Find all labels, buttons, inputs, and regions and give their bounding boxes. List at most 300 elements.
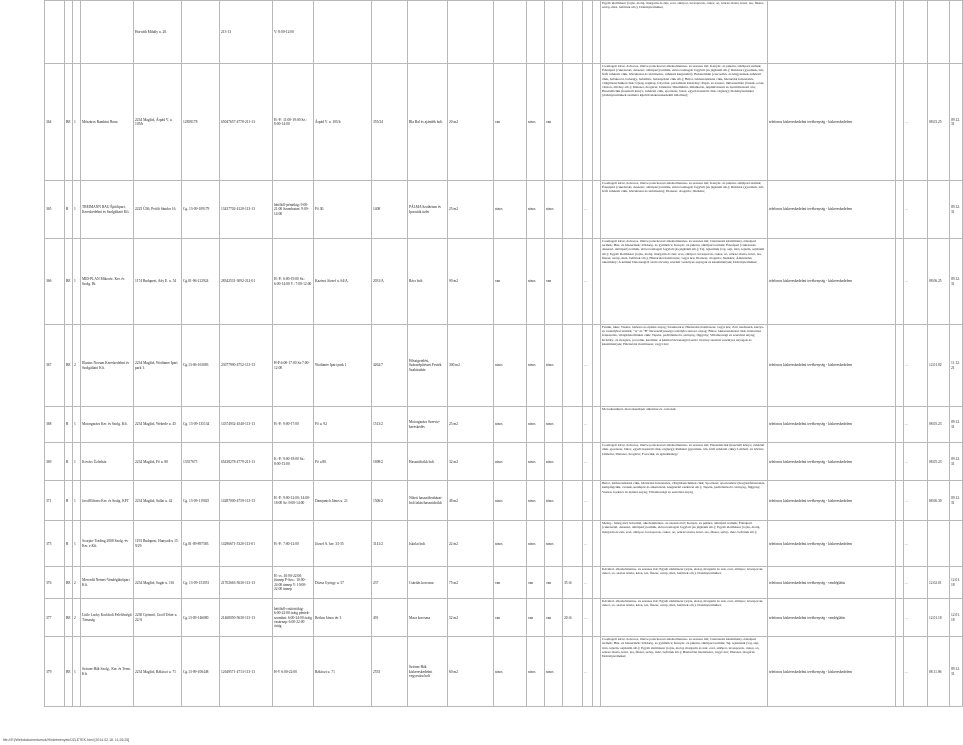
table-cell: 90 m2 xyxy=(448,239,494,325)
table-cell: Kovács Üzletház xyxy=(81,443,134,481)
table-cell: Bethos János tér 3 xyxy=(314,599,372,637)
table-cell: nincs xyxy=(545,521,563,567)
table-cell xyxy=(593,325,601,407)
table-cell xyxy=(314,1,372,64)
table-row xyxy=(45,64,963,181)
table-cell: H.-P.: 6:00-19:00 Sz.: 6:00-14:00 V.: 7:00-12:00 xyxy=(273,239,314,325)
table-cell: Bútor, lakberendezési cikk, háztartási felszerelés, világítástechnikai cikk; Sportszer, sporteszköz (horgászfelszerelés, kempingcikk, csónak, kerékpár és alkatrészei, kiegészítő eszközei stb.); Tapéta, padlóburkoló, szőnyeg, függöny; Vasáru, barkács és építési anyag; Villamossági és szerelési anyag xyxy=(601,481,768,521)
table-cell: BE xyxy=(65,64,73,181)
table-cell: Nőteti használtruházat-bolt lakás/használtcikk xyxy=(408,481,448,521)
table-cell: 379 xyxy=(45,637,65,707)
table-cell: ... xyxy=(904,637,928,707)
table-cell: R xyxy=(65,407,73,443)
table-cell: 1 xyxy=(73,64,81,181)
table-cell: Motorgarázs Ker. és Szolg. Kft. xyxy=(81,407,134,443)
table-row xyxy=(45,1,963,64)
table-cell: 13557675 xyxy=(182,443,220,481)
table-cell: 376 xyxy=(45,567,65,599)
table-cell: van xyxy=(494,64,527,181)
table-cell: 2230 Gyömrő, Groff Tebér u. 22/A xyxy=(134,599,182,637)
table-cell: H-P:6:00-17:00 Sz:7:00-12:00 xyxy=(273,325,314,407)
table-cell: telefonos kiskereskedelmi tevékenység - kiskereskedelem xyxy=(768,239,896,325)
table-cell: ... xyxy=(583,407,593,443)
table-cell xyxy=(593,443,601,481)
table-row xyxy=(45,325,963,407)
table-cell: Wodianer Ipari park 1 xyxy=(314,325,372,407)
table-cell: 364 xyxy=(45,64,65,181)
table-cell xyxy=(527,1,545,64)
table-cell: 1 xyxy=(73,407,81,443)
table-cell: 14374932-4540-113-13 xyxy=(220,407,273,443)
table-cell: van xyxy=(545,567,563,599)
table-cell: Csárdás korcsma xyxy=(408,567,448,599)
table-cell: Fő u. 92 xyxy=(314,407,372,443)
table-cell: 08.06.30 xyxy=(928,481,950,521)
table-cell: nincs xyxy=(527,637,545,707)
table-row xyxy=(45,567,963,599)
table-cell: nincs xyxy=(545,481,563,521)
table-cell xyxy=(545,1,563,64)
table-cell: Cg.13-09-106448 xyxy=(182,637,220,707)
table-row xyxy=(45,407,963,443)
table-cell: 08.11.06 xyxy=(928,637,950,707)
table-cell: R xyxy=(65,181,73,239)
table-cell xyxy=(583,64,593,181)
table-cell: nincs xyxy=(494,181,527,239)
table-cell: 20 fő xyxy=(563,599,583,637)
table-cell: ... xyxy=(904,181,928,239)
table-cell: 4262/7 xyxy=(372,325,408,407)
table-cell: 23077990-4752-113-13 xyxy=(220,325,273,407)
table-cell xyxy=(563,239,583,325)
table-cell xyxy=(950,1,963,64)
table-cell: nincs xyxy=(527,64,545,181)
table-cell: 2234 Maglód, Árpád V. u. 105/b xyxy=(134,64,182,181)
table-cell: K.-P.: 9:00-18:00 Sz.: 8:00-13:00 xyxy=(273,443,314,481)
table-cell: R xyxy=(65,481,73,521)
table-cell: nincs xyxy=(545,407,563,443)
table-cell xyxy=(896,1,904,64)
table-cell xyxy=(896,325,904,407)
table-cell: ... xyxy=(583,567,593,599)
table-cell: 375 xyxy=(45,521,65,567)
table-cell: Bla Bal és ajándék bolt xyxy=(408,64,448,181)
table-cell: 12.01.18 xyxy=(928,599,950,637)
table-cell xyxy=(593,239,601,325)
table-cell: ... xyxy=(583,239,593,325)
table-cell: BE xyxy=(65,239,73,325)
table-cell xyxy=(563,521,583,567)
table-cell: Használtcikk bolt xyxy=(408,443,448,481)
table-cell: 377 xyxy=(45,599,65,637)
table-cell: ... xyxy=(583,325,593,407)
table-cell: Cg.13-09-146080 xyxy=(182,599,220,637)
table-cell: Cg.01-09-897583 xyxy=(182,521,220,567)
table-cell: Csomagolt kávé, dobozos, illetve palackozott alkoholmentes- és szeszes ital; Kenyér- és pékáru, sütőipari termék; Édesipari (cukrászati, desszert, sütőipari) termék, előrecsomagolt fagylalt (és jégkrém stb.); Ruházat (gyermek, női, férfi ruházati cikk, bőrruházat és szőrmeáru, ruházati kiegészítő); Babatermék (csecsemő- és kisgyermek-ruházati cikk, babakocsi, babaágy, babaülés, babaápolási cikk stb.); Bútor, lakberendezési cikk, háztartási felszerelés, világítástechnikai cikk; Újság, napilap, folyóirat, periodikus kiadvány; Papír- és írószer, művészellátó (festék, ecset, vászon, állvány stb.); Illatszer, drogéria; Játékáru; Díszműáru, műalkotás, népművészeti és iparművészeti áru; Használtcikk (használt könyv, ruházati cikk, sportszer, bútor, egyéb használt cikk, régiség); Dohányterméket (dohánytermékek számára kijelölt kiskereskedelmi üzletben); xyxy=(601,64,768,181)
table-cell xyxy=(950,521,963,567)
table-cell: 12649571-4713-113-13 xyxy=(220,637,273,707)
table-cell: V: 8:00-12:00 xyxy=(273,1,314,64)
table-cell xyxy=(408,1,448,64)
table-cell xyxy=(896,181,904,239)
table-cell: telefonos kiskereskedelmi tevékenység - kiskereskedelem xyxy=(768,443,896,481)
shop-register-table xyxy=(44,0,963,707)
table-cell: 12.01.02 xyxy=(928,325,950,407)
table-cell: 25 m2 xyxy=(448,181,494,239)
table-cell: MID-PLAN Mikroéz. Ker. és Szolg. Bt. xyxy=(81,239,134,325)
table-cell: ... xyxy=(583,443,593,481)
table-cell: 60 m2 xyxy=(448,637,494,707)
table-cell: nincs xyxy=(527,181,545,239)
table-cell: ... xyxy=(583,637,593,707)
table-cell: 3141/2 xyxy=(372,521,408,567)
table-cell: 2234 Maglód, Wodianer Ipari park 1. xyxy=(134,325,182,407)
table-cell: Árpád V. u. 105/b xyxy=(314,64,372,181)
table-cell: BE xyxy=(65,567,73,599)
table-cell: H.-P.: 11:00-19:00 Sz.: 8:00-14:00 xyxy=(273,64,314,181)
table-cell: Szirom-Hák Szolg., Ker. és Term. Kft. xyxy=(81,637,134,707)
table-cell: 367 xyxy=(45,325,65,407)
table-cell xyxy=(593,181,601,239)
table-cell: 35 fő xyxy=(563,567,583,599)
table-cell: nincs xyxy=(494,481,527,521)
table-cell: ... xyxy=(583,521,593,567)
table-cell: Meleg-, hideg étel; Kávéital, alkoholmentes- és szeszes ital; Kenyér- és pékáru, sütőipari termék; Édesipari (cukrászati, desszert, sütőipari) termék, előrecsomagolt fagylalt (és jégkrém stb.); Egyéb élelmiszer (tojás, étolaj, margarin és zsír, ecet, sütőpor, levesporok, cukor, só, száraz tészta, kávé, tea, fűszer, szörp, méz, befőttek stb.); xyxy=(601,521,768,567)
table-cell: 14287000-4759-113-13 xyxy=(220,481,273,521)
table-cell: BE xyxy=(65,599,73,637)
table-cell: van xyxy=(545,239,563,325)
table-cell: BE xyxy=(65,637,73,707)
table-cell: József A. ker. 33-35 xyxy=(314,521,372,567)
table-cell: Mercedű Nemes-Vendéglátóipari Kft. xyxy=(81,567,134,599)
table-cell: telefonos kiskereskedelmi tevékenység - vendéglátás xyxy=(768,567,896,599)
table-cell: Cg. 13-09-119025 xyxy=(182,481,220,521)
table-cell xyxy=(593,64,601,181)
table-cell: telefonos kiskereskedelmi tevékenység - kiskereskedelem xyxy=(768,637,896,707)
table-cell xyxy=(593,481,601,521)
table-cell: Rács bolt xyxy=(408,239,448,325)
table-cell: 20 m2 xyxy=(448,64,494,181)
table-row xyxy=(45,239,963,325)
table-row xyxy=(45,443,963,481)
table-cell: Cg.01-06-212924 xyxy=(182,239,220,325)
table-cell: Iskolai bolt xyxy=(408,521,448,567)
table-cell: van xyxy=(545,599,563,637)
table-cell: ... xyxy=(904,481,928,521)
table-cell xyxy=(896,443,904,481)
table-row xyxy=(45,181,963,239)
table-cell xyxy=(593,567,601,599)
table-cell xyxy=(928,521,950,567)
table-cell xyxy=(904,1,928,64)
table-cell xyxy=(563,64,583,181)
table-cell: Hőszigetelési, Szárazépítészet Festék Szakáruház xyxy=(408,325,448,407)
table-cell: 12858178 xyxy=(182,64,220,181)
table-cell: Kávéital, alkoholmentes- és szeszes ital; Egyéb élelmiszer (tojás, étolaj, margarin és zsír, ecet, sütőpor, levesporok, cukor, só, száraz tészta, kávé, tea, fűszer, szörp, méz, befőttek stb.); Dohányterméket; xyxy=(601,599,768,637)
table-cell: 1 xyxy=(73,443,81,481)
table-cell: 1 xyxy=(73,481,81,521)
table-cell: ... xyxy=(904,599,928,637)
table-cell: 1 xyxy=(73,181,81,239)
table-cell xyxy=(593,599,601,637)
table-cell: Cg.13-06-163083 xyxy=(182,325,220,407)
table-cell: 1 xyxy=(73,637,81,707)
table-cell xyxy=(896,567,904,599)
table-cell: Horváth Mihály u. 20. xyxy=(134,1,182,64)
table-cell: hétfőtől-csütörtökig: 6:00-22:00 óráig péntek-szombat: 6:00-24:00 óráig vasárnap: 6:00-22:00 óráig xyxy=(273,599,314,637)
table-row xyxy=(45,521,963,567)
table-cell: 300 m2 xyxy=(448,325,494,407)
table-cell: R xyxy=(65,521,73,567)
table-cell xyxy=(372,1,408,64)
table-cell xyxy=(593,521,601,567)
table-cell: 355/24 xyxy=(372,64,408,181)
table-cell: ... xyxy=(583,599,593,637)
table-cell: nincs xyxy=(494,637,527,707)
table-cell xyxy=(896,407,904,443)
table-cell xyxy=(563,181,583,239)
table-cell: telefonos kiskereskedelmi tevékenység - kiskereskedelem xyxy=(768,325,896,407)
table-cell: 09.12.31 xyxy=(950,443,963,481)
table-cell: ... xyxy=(904,567,928,599)
page-footer-url: file:///E|/Webdokumentumok/Hirdetmények/ÜZLETEK.html [2014.02.18. 11:26:25] xyxy=(3,738,130,742)
table-cell xyxy=(583,1,593,64)
table-cell: ... xyxy=(583,181,593,239)
table-cell: Mészáros Bambini Bona xyxy=(81,64,134,181)
table-cell: Cg. 13-09-109179 xyxy=(182,181,220,239)
table-cell: 48 m2 xyxy=(448,481,494,521)
table-cell: van xyxy=(545,64,563,181)
table-cell: 21468050-5630-113-13 xyxy=(220,599,273,637)
table-cell: Fő u 80. xyxy=(314,443,372,481)
table-cell: ... xyxy=(904,239,928,325)
table-cell xyxy=(563,481,583,521)
table-cell: 491 xyxy=(372,599,408,637)
table-cell: telefonos kiskereskedelmi tevékenység - kiskereskedelem xyxy=(768,521,896,567)
table-cell: Damjanich János u. 21 xyxy=(314,481,372,521)
table-cell: hétfőtől-péntekig: 9:00-21:00 Szombaton: 9:00-14:00 xyxy=(273,181,314,239)
table-cell: 09.12.31 xyxy=(950,181,963,239)
table-row xyxy=(45,599,963,637)
table-cell: Csomagolt kávé, dobozos, illetve palackozott alkoholmentes- és szeszes ital; Cukrászati készítmény, édesipari termék; Hús- és hústermék; Zöldség- és gyümölcs; Kenyér- és pékáru, sütőipari termék; Édesipari (cukrászati, desszert, sütőipari) termék, előrecsomagolt fagylalt (és jégkrém stb.); Tej, tejtermék (vaj, sajt, túró, tejszín, sajtkrém stb.); Egyéb élelmiszer (tojás, étolaj, margarin és zsír, ecet, sütőpor, levesporok, cukor, só, száraz tészta, kávé, tea, fűszer, szörp, méz, befőttek stb.); Háztartási tisztítószer, vegyi áru; Illatszer, drogéria; Játékáru; Állateledel, takarmány; A kémiai biztonságról szóló törvény szerinti veszélyes anyagok és készítmények; Dohányterméket; xyxy=(601,239,768,325)
table-cell: 371 xyxy=(45,481,65,521)
table-cell xyxy=(65,1,73,64)
table-cell: nincs xyxy=(527,239,545,325)
table-cell: H.-cs.:10:00-22:00; (ünnep P-Szo.: 10:00-24:00 ünnep V: 10:00-22:00 ünnep xyxy=(273,567,314,599)
table-cell: Little Lucky Korlátolt Felelősségű Társaság xyxy=(81,599,134,637)
table-cell: nincs xyxy=(545,443,563,481)
table-cell: nincs xyxy=(494,407,527,443)
table-cell: nincs xyxy=(527,481,545,521)
table-cell xyxy=(448,1,494,64)
table-cell: Egyéb élelmiszer (tojás, étolaj, margarin és zsír, ecet, sütőpor, levesporok, cukor, só, száraz tészta, kávé, tea, fűszer, szörp, méz, befőttek stb.); Dohányterméket; xyxy=(601,1,768,64)
table-cell: Szirom-Hák kiskereskedelmi vegyesáru bolt xyxy=(408,637,448,707)
table-cell: Cg. 13-09-153051 xyxy=(182,567,220,599)
table-cell: 09.12.31 xyxy=(950,407,963,443)
table-cell: Scorpio-Trading 2008 Szolg.-és Ker. e.Kft. xyxy=(81,521,134,567)
table-cell: 2234 Maglód, Sallai u. 42 xyxy=(134,481,182,521)
table-cell: 2234 Maglód, Rákóczi u. 71 xyxy=(134,637,182,707)
table-cell xyxy=(928,1,950,64)
table-cell: 12.01.18 xyxy=(950,567,963,599)
table-cell: 1193 Budapest, Hunyadi u 15. 9/29. xyxy=(134,521,182,567)
table-cell: Csomagolt kávé, dobozos, illetve palackozott alkoholmentes- és szeszes ital; Használtcikk (használt könyv, ruházati cikk, sportszer, bútor, egyéb használt cikk, régiség); Ruházat (gyermek, női, férfi ruházati cikk); Lábbeli- és bőráru; Játékáru; Illatszer, drogéria; Fotocikk, és ajándéktárgy xyxy=(601,443,768,481)
table-cell: 14296671-5320-113-01 xyxy=(220,521,273,567)
table-cell: telefonos kiskereskedelmi tevékenység - kiskereskedelem xyxy=(768,64,896,181)
table-row xyxy=(45,481,963,521)
table-cell: 13437702-4120-113-13 xyxy=(220,181,273,239)
table-cell: ... xyxy=(904,325,928,407)
table-cell: PÁLMA Szolárium és Ipacuták üzlet xyxy=(408,181,448,239)
table-cell xyxy=(593,1,601,64)
table-cell xyxy=(593,637,601,707)
table-cell: 1506/2 xyxy=(372,481,408,521)
table-cell: 11.12.21 xyxy=(950,325,963,407)
table-cell: Rákóczi u. 71 xyxy=(314,637,372,707)
table-cell xyxy=(45,1,65,64)
table-cell: 2553 xyxy=(372,637,408,707)
table-cell: van xyxy=(527,599,545,637)
table-cell: 75 m2 xyxy=(448,567,494,599)
table-cell: 213-13 xyxy=(220,1,273,64)
table-cell: 65047657-4778-211-13 xyxy=(220,64,273,181)
table-cell: R xyxy=(65,443,73,481)
table-cell: H.-P.: 9:00-12:00; 14:00-18:00 Sz.:9:00-14:00 xyxy=(273,481,314,521)
table-cell: 28342531-3092-212-01 xyxy=(220,239,273,325)
table-cell xyxy=(896,64,904,181)
table-cell: van xyxy=(527,567,545,599)
table-cell xyxy=(73,1,81,64)
table-cell xyxy=(896,239,904,325)
table-cell: telefonos kiskereskedelmi tevékenység - kiskereskedelem xyxy=(768,407,896,443)
table-cell: telefonos kiskereskedelmi tevékenység - kiskereskedelem xyxy=(768,181,896,239)
table-cell xyxy=(928,181,950,239)
table-cell: nincs xyxy=(527,443,545,481)
table-cell: 08.06.25 xyxy=(928,239,950,325)
table-cell: Motorgarázs Szerviz-kereskedés xyxy=(408,407,448,443)
table-cell: 2031/A xyxy=(372,239,408,325)
table-cell xyxy=(896,599,904,637)
table-cell: nincs xyxy=(527,521,545,567)
table-cell: nincs xyxy=(527,407,545,443)
table-cell: H.-P.: 7:00-12:00 xyxy=(273,521,314,567)
table-cell: van xyxy=(494,239,527,325)
table-cell: H-V 6:00-22:00 xyxy=(273,637,314,707)
table-cell: ... xyxy=(904,443,928,481)
table-cell: Fő 30. xyxy=(314,181,372,239)
table-cell: Cg. 13-09-135134 xyxy=(182,407,220,443)
table-cell: van xyxy=(494,599,527,637)
table-cell: 1 xyxy=(73,521,81,567)
table-cell: BE xyxy=(65,325,73,407)
table-cell: Illustus Novum Kereskedelmi és Szolgáltató Kft. xyxy=(81,325,134,407)
table-cell: Maca korcsma xyxy=(408,599,448,637)
table-cell: Kazinci József u. 64/A. xyxy=(314,239,372,325)
table-cell: 2234 Maglód, Fő u. 80 xyxy=(134,443,182,481)
table-cell: ... xyxy=(904,64,928,181)
table-cell: 08.05.23 xyxy=(928,407,950,443)
table-cell: 1 xyxy=(73,239,81,325)
table-cell: 32 m2 xyxy=(448,443,494,481)
table-cell: 368 xyxy=(45,407,65,443)
table-cell: ... xyxy=(904,521,928,567)
table-cell: 2 xyxy=(73,599,81,637)
table-cell: 366 xyxy=(45,239,65,325)
table-cell: 1174 Budapest, Ady E. u. 54 xyxy=(134,239,182,325)
table-cell xyxy=(563,407,583,443)
table-cell: 08.03.25 xyxy=(928,64,950,181)
table-cell: 21702663-5630-113-13 xyxy=(220,567,273,599)
table-cell: 369 xyxy=(45,443,65,481)
table-cell: Festék, lakk; Vasáru, barkács és építési anyag; Szaniteráru; Háztartási tisztítószer, vegyi áru; Zárt rendszerű, kártya- és vaskályhai termék; "A" és "B" tűzveszélyességi osztályba tartozó anyag; Bútor, lakberendezési cikk, háztartási felszerelés, világítástechnikai cikk; Tapéta, padlóburkoló, szőnyeg, függöny; Villamossági és szerelési anyag; Kristály- és üvegáru, porcelán, kerámia; A kémiai biztonságról szóló törvény szerinti veszélyes anyagok és készítmények; Háztartási tisztítószer, vegyi áru; xyxy=(601,325,768,407)
table-cell: 09.12.31 xyxy=(950,637,963,707)
table-cell: 22 m2 xyxy=(448,521,494,567)
table-cell: 1698/2 xyxy=(372,443,408,481)
table-cell: telefonos kiskereskedelmi tevékenység - kiskereskedelem xyxy=(768,481,896,521)
table-cell xyxy=(563,637,583,707)
table-cell: Kávéital, alkoholmentes- és szeszes ital; Egyéb élelmiszer (tojás, étolaj, margarin és zsír, ecet, sütőpor, levesporok, cukor, só, száraz tészta, kávé, tea, fűszer, szörp, méz, befőttek stb.); Dohányterméket; xyxy=(601,567,768,599)
table-cell xyxy=(182,1,220,64)
table-cell: Csomagolt kávé, dobozos, illetve palackozott alkoholmentes- és szeszes ital; Cukrászati készítmény, édesipari termék; Hús- és hústermék; Zöldség- és gyümölcs; Kenyér- és pékáru, sütőipari termék; Tej, tejtermék (vaj, sajt, túró, tejszín, sajtkrém stb.); Egyéb élelmiszer (tojás, étolaj, margarin és zsír, ecet, sütőpor, levesporok, cukor, só, száraz tészta, kávé, tea, fűszer, szörp, méz, befőttek stb.); Háztartási tisztítószer, vegyi áru; Illatszer, drogéria; Dohányterméket; xyxy=(601,637,768,707)
table-cell: 1513/2 xyxy=(372,407,408,443)
table-cell: 2 xyxy=(73,325,81,407)
table-cell: JacoMilvaeo Ker. és Szolg. KFT xyxy=(81,481,134,521)
table-cell: 12.02.01 xyxy=(928,567,950,599)
table-cell: nincs xyxy=(494,521,527,567)
table-cell: 65438278-4779-211-13 xyxy=(220,443,273,481)
table-cell: 25 m2 xyxy=(448,407,494,443)
table-cell: nincs xyxy=(545,325,563,407)
table-cell xyxy=(896,637,904,707)
table-cell: 08.05.23 xyxy=(928,443,950,481)
table-cell: 09.12.31 xyxy=(950,64,963,181)
table-cell xyxy=(563,1,583,64)
table-cell: ... xyxy=(904,407,928,443)
table-cell: 237 xyxy=(372,567,408,599)
table-cell: 52 m2 xyxy=(448,599,494,637)
table-cell xyxy=(563,325,583,407)
table-cell: 09.12.31 xyxy=(950,481,963,521)
table-cell xyxy=(563,443,583,481)
table-cell xyxy=(896,481,904,521)
table-cell: 2 xyxy=(73,567,81,599)
table-cell: nincs xyxy=(494,443,527,481)
table-cell xyxy=(593,407,601,443)
table-cell: Dózsa György u. 37 xyxy=(314,567,372,599)
table-cell: 1408 xyxy=(372,181,408,239)
table-cell xyxy=(494,1,527,64)
table-cell: nincs xyxy=(494,325,527,407)
table-cell: 365 xyxy=(45,181,65,239)
table-cell: 2234 Maglód, Wekerle u. 45 xyxy=(134,407,182,443)
table-cell: Csomagolt kávé, dobozos, illetve palackozott alkoholmentes- és szeszes ital; Kenyér- és pékáru, sütőipari termék; Édesipari (cukrászati, desszert, sütőipari) termék, előrecsomagolt fagylalt (és jégkrém stb.); Ruházat (gyermek, női, férfi ruházati cikk, bőrruházat és szőrmeáru); Illatszer, drogéria; Játékáru; xyxy=(601,181,768,239)
table-cell: 09.12.31 xyxy=(950,239,963,325)
table-cell: H.-P.: 9:00-17:00 xyxy=(273,407,314,443)
table-cell xyxy=(81,1,134,64)
table-cell xyxy=(768,1,896,64)
shop-register-body xyxy=(45,1,963,707)
table-row xyxy=(45,637,963,707)
table-cell: van xyxy=(494,567,527,599)
table-cell: 12.01.18 xyxy=(950,599,963,637)
table-cell: ... xyxy=(583,481,593,521)
table-cell: 2234 Maglód, Sugár u. 116 xyxy=(134,567,182,599)
table-cell: Motorkerékpár, motorkerékpár alkatrész és -tartozék xyxy=(601,407,768,443)
table-cell: nincs xyxy=(527,325,545,407)
table-cell: nincs xyxy=(545,181,563,239)
table-cell: 2225 Üllő, Petőfi Sándor 16. xyxy=(134,181,182,239)
table-cell: nincs xyxy=(545,637,563,707)
